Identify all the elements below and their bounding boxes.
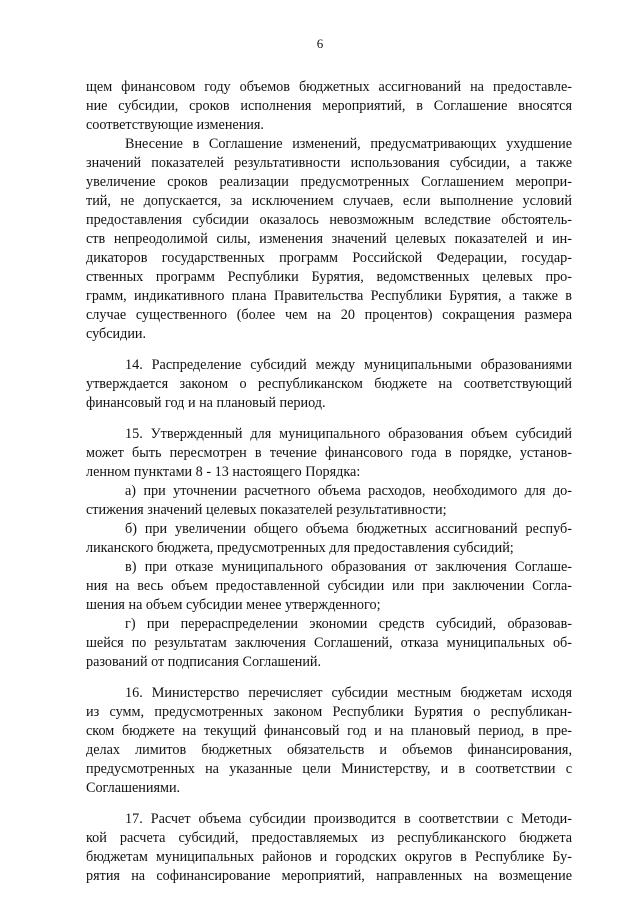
paragraph [86,482,572,520]
text-line: разований от подписания Соглашений. [86,654,322,670]
text-line: в) при отказе муниципального образования от заключения Соглаше- [125,559,572,575]
page-number: 6 [316,36,324,51]
paragraph [86,684,572,798]
paragraph [86,558,572,615]
text-line: грамм, индикативного плана Правительства Республики Бурятия, а также в [86,288,572,304]
text-line: ском бюджете на текущий финансовый год и на плановый период, в пре- [86,723,572,739]
text-line: рятия на софинансирование мероприятий, направленных на возмещение [86,868,572,884]
text-line: ленном пунктами 8 - 13 настоящего Порядка: [86,464,361,480]
paragraph [86,425,572,482]
text-line: Соглашениями. [86,780,181,796]
paragraph-gap [86,344,572,356]
text-line: финансовый год и на плановый период. [86,395,326,411]
document-body [86,78,572,886]
paragraph-gap [86,413,572,425]
text-line: предусмотренных на указанные цели Министерству, и в соответствии с [86,761,572,777]
text-line: может быть пересмотрен в течение финансового года в порядке, установ- [86,445,572,461]
text-line: значений показателей результативности использования субсидии, а также [86,155,572,171]
text-line: предоставления субсидии оказалось невозможным вследствие обстоятель- [86,212,572,228]
text-line: делах лимитов бюджетных обязательств и объемов финансирования, [86,742,572,758]
text-line: утверждается законом о республиканском бюджете на соответствующий [86,376,572,392]
text-line: г) при перераспределении экономии средств субсидий, образовав- [125,616,572,632]
text-line: дикаторов государственных программ Российской Федерации, государ- [86,250,572,266]
paragraph-gap [86,798,572,810]
text-line: 14. Распределение субсидий между муниципальными образованиями [125,357,572,373]
text-line: ния на весь объем предоставленной субсидии или при заключении Согла- [86,578,572,594]
paragraph [86,135,572,344]
text-line: ние субсидии, сроков исполнения мероприятий, в Соглашение вносятся [86,98,572,114]
paragraph [86,520,572,558]
text-line: шейся по результатам заключения Соглашений, отказа муниципальных об- [86,635,572,651]
text-line: 15. Утвержденный для муниципального образования объем субсидий [125,426,572,442]
text-line: субсидии. [86,326,147,342]
text-line: случае существенного (более чем на 20 процентов) сокращения размера [86,307,572,323]
text-line: ств непреодолимой силы, изменения значений целевых показателей и ин- [86,231,572,247]
text-line: увеличение сроков реализации предусмотренных Соглашением меропри- [86,174,572,190]
text-line: а) при уточнении расчетного объема расходов, необходимого для до- [125,483,572,499]
text-line: бюджетам муниципальных районов и городских округов в Республике Бу- [86,849,572,865]
text-line: из сумм, предусмотренных законом Республики Бурятия о республикан- [86,704,572,720]
paragraph [86,78,572,135]
text-line: Внесение в Соглашение изменений, предусматривающих ухудшение [125,136,572,152]
paragraph [86,810,572,886]
text-line: кой расчета субсидий, предоставляемых из республиканского бюджета [86,830,572,846]
text-line: б) при увеличении общего объема бюджетных ассигнований респуб- [125,521,572,537]
text-line: щем финансовом году объемов бюджетных ассигнований на предоставле- [86,79,572,95]
paragraph-gap [86,672,572,684]
text-line: ликанского бюджета, предусмотренных для предоставления субсидий; [86,540,514,556]
text-line: тий, не допускается, за исключением случаев, если выполнение условий [86,193,572,209]
text-line: 17. Расчет объема субсидии производится в соответствии с Методи- [125,811,572,827]
text-line: ственных программ Республики Бурятия, ведомственных целевых про- [86,269,572,285]
paragraph [86,356,572,413]
paragraph [86,615,572,672]
text-line: 16. Министерство перечисляет субсидии местным бюджетам исходя [125,685,572,701]
text-line: стижения значений целевых показателей результативности; [86,502,447,518]
text-line: соответствующие изменения. [86,117,264,133]
text-line: шения на объем субсидии менее утвержденного; [86,597,381,613]
